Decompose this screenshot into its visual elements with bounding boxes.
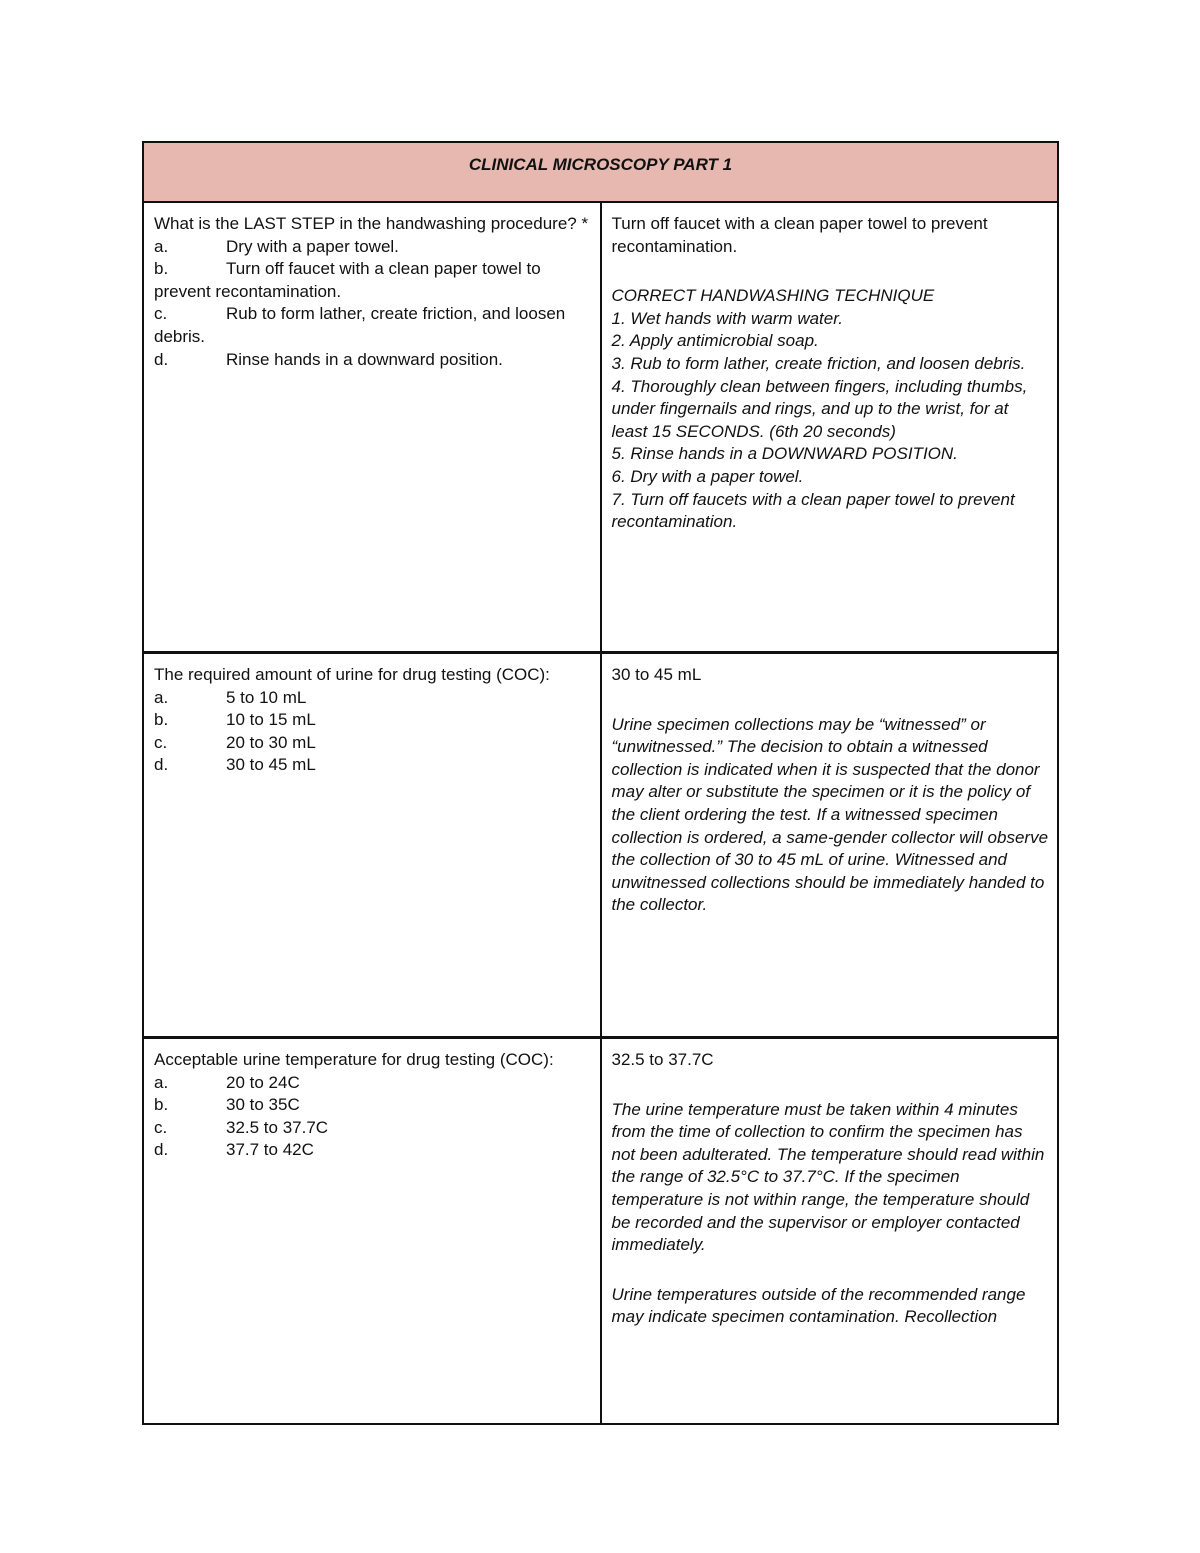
option-a: a. 20 to 24C (154, 1072, 300, 1092)
option-a: a. 5 to 10 mL (154, 687, 307, 707)
option-d: d. Rinse hands in a downward position. (154, 349, 503, 369)
answer-text-2: 30 to 45 mL (611, 665, 702, 684)
question-row-1 (143, 202, 1058, 653)
answer-cell-1 (601, 202, 1059, 653)
explanation-3: The urine temperature must be taken within 4 minutes from the time of collection to confirm the specimen has not been adulterated. The temperature should read within the range of 32.5°C to 37.7°C. If the specimen temperature is not within range, the temperature should be recorded and the supervisor or employer contacted immediately. (611, 1099, 1045, 1255)
question-row-3 (143, 1038, 1058, 1425)
page-title: CLINICAL MICROSCOPY PART 1 (143, 142, 1058, 202)
question-cell-2 (143, 653, 601, 1038)
explanation-step: 7. Turn off faucets with a clean paper towel to prevent recontamination. (611, 489, 1015, 532)
question-text-2: The required amount of urine for drug testing (COC): (154, 665, 550, 684)
explanation-step: 5. Rinse hands in a DOWNWARD POSITION. (611, 444, 958, 464)
explanation-step: 3. Rub to form lather, create friction, and loosen debris. (611, 353, 1026, 373)
explanation-title: CORRECT HANDWASHING TECHNIQUE (611, 286, 935, 306)
option-c: c. Rub to form lather, create friction, and loosen debris. (154, 304, 566, 346)
explanation-3-continued: Urine temperatures outside of the recommended range may indicate specimen contamination. Recollection (611, 1284, 1026, 1327)
question-text-3: Acceptable urine temperature for drug testing (COC): (154, 1050, 554, 1069)
answer-cell-2 (601, 653, 1059, 1038)
question-cell-3 (143, 1038, 601, 1425)
answer-text-1: Turn off faucet with a clean paper towel to prevent recontamination. (611, 214, 988, 256)
option-b: b. 10 to 15 mL (154, 710, 316, 730)
option-d: d. 37.7 to 42C (154, 1140, 314, 1160)
option-b: b. 30 to 35C (154, 1095, 300, 1115)
answer-text-3: 32.5 to 37.7C (611, 1050, 714, 1069)
explanation-2: Urine specimen collections may be “witnessed” or “unwitnessed.” The decision to obtain a witnessed collection is indicated when it is suspected that the donor may alter or substitute the specimen or it is the policy of the client ordering the test. If a witnessed specimen collection is ordered, a same-gender collector will observe the collection of 30 to 45 mL of urine. Witnessed and unwitnessed collections should be immediately handed to the collector. (611, 714, 1049, 915)
option-b: b. Turn off faucet with a clean paper towel to prevent recontamination. (154, 259, 541, 301)
quiz-table (142, 141, 1059, 1425)
explanation-step: 1. Wet hands with warm water. (611, 308, 843, 328)
explanation-step: 6. Dry with a paper towel. (611, 466, 804, 486)
header-row (143, 142, 1058, 202)
option-c: c. 32.5 to 37.7C (154, 1117, 329, 1137)
question-row-2 (143, 653, 1058, 1038)
explanation-step: 2. Apply antimicrobial soap. (611, 331, 819, 351)
option-a: a. Dry with a paper towel. (154, 236, 399, 256)
answer-cell-3 (601, 1038, 1059, 1425)
explanation-1 (612, 285, 1050, 534)
explanation-step: 4. Thoroughly clean between fingers, including thumbs, under fingernails and rings, and up to the wrist, for at least 15 SECONDS. (6th 20 seconds) (611, 376, 1028, 441)
option-c: c. 20 to 30 mL (154, 732, 316, 752)
question-cell-1 (143, 202, 601, 653)
option-d: d. 30 to 45 mL (154, 755, 316, 775)
question-text-1: What is the LAST STEP in the handwashing procedure? * (154, 214, 589, 233)
